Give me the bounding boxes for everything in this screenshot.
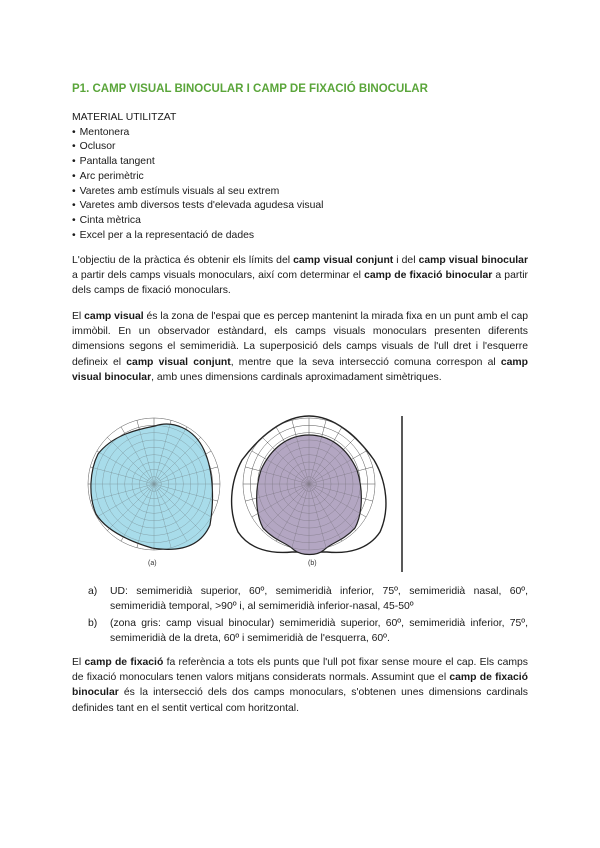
grid-overlay <box>88 418 220 550</box>
page-title: P1. CAMP VISUAL BINOCULAR I CAMP DE FIXACIÓ BINOCULAR <box>72 83 428 95</box>
visual-field-paragraph: El camp visual és la zona de l'espai que es percep mantenint la mirada fixa en un punt amb el cap immòbil. En un observador estàndard, els camps visuals monoculars presenten diferents dimensions segons el semimeridià. La superposició dels camps visuals de l'ull dret i l'esquerre defineix el camp visual conjunt, mentre que la seva intersecció comuna correspon al camp visual binocular, amb unes dimensions cardinals aproximadament simètriques. <box>72 311 529 383</box>
figure-label-a: (a) <box>148 560 157 567</box>
bold-term: camp visual conjunt <box>293 255 394 266</box>
bold-term: camp de fixació binocular <box>72 672 528 699</box>
fixation-field-paragraph: El camp de fixació fa referència a tots els punts que l'ull pot fixar sense moure el cap. Els camps de fixació monoculars tenen valors mitjans considerats normals. Assumint que el camp de fixació binocular és la intersecció dels dos camps monoculars, s'obtenen unes dimensions cardinals definides tant en el sentit vertical com horitzontal. <box>72 657 528 714</box>
visual-field-figure <box>72 410 412 576</box>
objective-paragraph: L'objectiu de la pràctica és obtenir els límits del camp visual conjunt i del camp visual binocular a partir dels camps visuals monoculars, així com determinar el camp de fixació binocular a partir dels camps de fixació monoculars. <box>72 255 528 297</box>
figure-notes <box>88 585 528 649</box>
note-text: UD: semimeridià superior, 60º, semimeridià inferior, 75º, semimeridià nasal, 60º, semimeridià temporal, >90º i, al semimeridià inferior-nasal, 45-50º <box>110 586 528 612</box>
bold-term: camp visual <box>84 311 144 322</box>
bold-term: camp visual conjunt <box>126 356 231 368</box>
list-item: • Oclusor <box>72 140 323 155</box>
list-item: • Mentonera <box>72 126 323 141</box>
note-item <box>88 617 528 646</box>
list-item: • Arc perimètric <box>72 170 323 185</box>
grid-overlay <box>243 418 375 550</box>
material-section <box>72 111 323 243</box>
figure-label-b: (b) <box>308 560 317 567</box>
material-list <box>72 126 323 244</box>
note-item <box>88 585 528 614</box>
visual-field-a <box>91 424 213 549</box>
perimetry-chart-a <box>88 418 220 550</box>
note-marker: a) <box>88 586 98 597</box>
bold-term: camp visual binocular <box>72 356 528 383</box>
material-heading: MATERIAL UTILITZAT <box>72 112 177 123</box>
list-item: • Excel per a la representació de dades <box>72 229 323 244</box>
perimetry-chart-b <box>232 416 402 572</box>
list-item: • Varetes amb estímuls visuals al seu extrem <box>72 185 323 200</box>
note-marker: b) <box>88 618 98 630</box>
perimetry-charts <box>72 410 412 576</box>
bold-term: camp de fixació binocular <box>364 270 493 282</box>
bold-term: camp de fixació <box>84 657 164 668</box>
list-item: • Varetes amb diversos tests d'elevada agudesa visual <box>72 199 323 214</box>
note-text: (zona gris: camp visual binocular) semimeridià superior, 60º, semimeridià inferior, 75º, semimeridià de la dreta, 60º i semimeridià de l'esquerra, 60º. <box>110 618 528 644</box>
list-item: • Cinta mètrica <box>72 214 323 229</box>
bold-term: camp visual binocular <box>418 255 528 266</box>
list-item: • Pantalla tangent <box>72 155 323 170</box>
